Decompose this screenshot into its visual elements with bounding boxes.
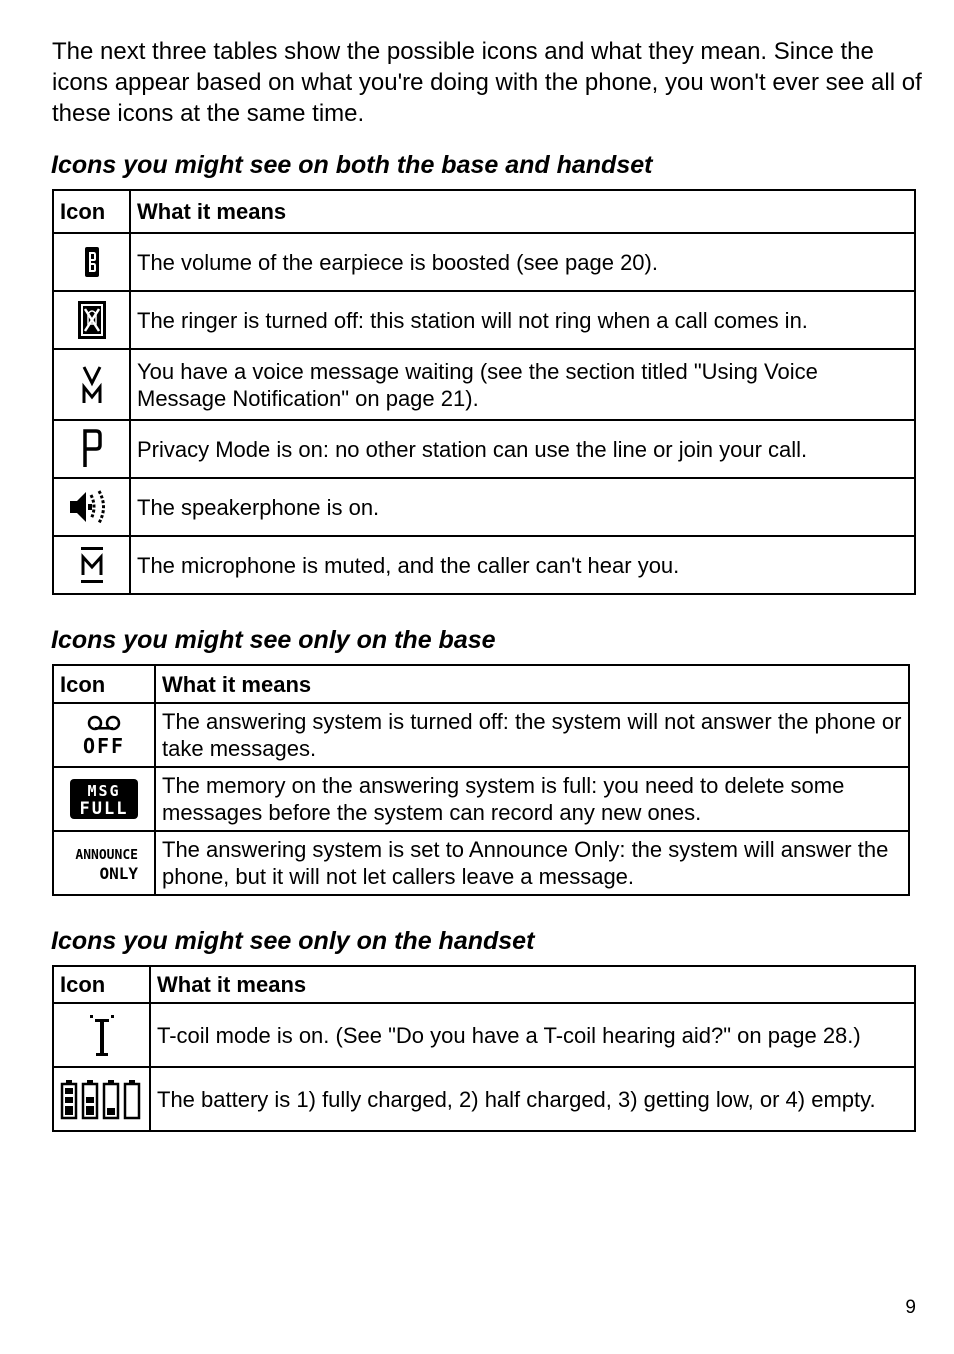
table-row bbox=[53, 536, 915, 594]
meaning-cell: You have a voice message waiting (see the section titled "Using Voice Message Notification" on page 21). bbox=[130, 349, 915, 420]
memory-full-icon bbox=[53, 767, 155, 831]
ringer-off-icon bbox=[53, 291, 130, 349]
memory-full-label-2: FULL bbox=[79, 799, 129, 819]
section-heading-handset: Icons you might see only on the handset bbox=[51, 927, 535, 955]
speakerphone-icon bbox=[53, 478, 130, 536]
column-header-meaning: What it means bbox=[155, 665, 909, 703]
column-header-icon: Icon bbox=[53, 190, 130, 233]
icons-table-handset bbox=[52, 965, 916, 1132]
battery-levels-icon bbox=[53, 1067, 150, 1131]
meaning-cell: The battery is 1) fully charged, 2) half charged, 3) getting low, or 4) empty. bbox=[150, 1067, 915, 1131]
battery-low-icon bbox=[104, 1080, 118, 1118]
table-header-row bbox=[53, 966, 915, 1003]
table-row bbox=[53, 703, 909, 767]
earpiece-volume-boost-icon bbox=[53, 233, 130, 291]
memory-full-label-1: MSG bbox=[87, 782, 121, 800]
announce-only-icon bbox=[53, 831, 155, 895]
answering-off-label: OFF bbox=[82, 734, 126, 757]
icons-table-base bbox=[52, 664, 910, 896]
table-row bbox=[53, 478, 915, 536]
table-row bbox=[53, 767, 909, 831]
meaning-cell: The speakerphone is on. bbox=[130, 478, 915, 536]
column-header-meaning: What it means bbox=[130, 190, 915, 233]
meaning-cell: The answering system is set to Announce Only: the system will answer the phone, but it will not let callers leave a message. bbox=[155, 831, 909, 895]
meaning-cell: T-coil mode is on. (See "Do you have a T-coil hearing aid?" on page 28.) bbox=[150, 1003, 915, 1067]
t-coil-icon bbox=[53, 1003, 150, 1067]
table-row bbox=[53, 291, 915, 349]
table-row bbox=[53, 349, 915, 420]
table-row bbox=[53, 1003, 915, 1067]
table-header-row bbox=[53, 190, 915, 233]
icons-table-both bbox=[52, 189, 916, 595]
column-header-meaning: What it means bbox=[150, 966, 915, 1003]
answering-off-icon bbox=[53, 703, 155, 767]
meaning-cell: The answering system is turned off: the system will not answer the phone or take messages. bbox=[155, 703, 909, 767]
meaning-cell: The microphone is muted, and the caller can't hear you. bbox=[130, 536, 915, 594]
column-header-icon: Icon bbox=[53, 665, 155, 703]
mute-icon bbox=[53, 536, 130, 594]
page-number: 9 bbox=[905, 1297, 916, 1318]
voice-message-icon bbox=[53, 349, 130, 420]
intro-paragraph: The next three tables show the possible icons and what they mean. Since the icons appear based on what you're doing with the phone, you won't ever see all of these icons at the same time. bbox=[52, 38, 922, 127]
meaning-cell: The ringer is turned off: this station will not ring when a call comes in. bbox=[130, 291, 915, 349]
table-header-row bbox=[53, 665, 909, 703]
table-row bbox=[53, 420, 915, 478]
battery-full-icon bbox=[62, 1080, 76, 1118]
column-header-icon: Icon bbox=[53, 966, 150, 1003]
battery-empty-icon bbox=[125, 1080, 139, 1118]
announce-only-label-1: ANNOUNCE bbox=[75, 848, 138, 863]
table-row bbox=[53, 1067, 915, 1131]
battery-half-icon bbox=[83, 1080, 97, 1118]
table-row bbox=[53, 233, 915, 291]
meaning-cell: The memory on the answering system is full: you need to delete some messages before the system can record any new ones. bbox=[155, 767, 909, 831]
table-row bbox=[53, 831, 909, 895]
meaning-cell: Privacy Mode is on: no other station can use the line or join your call. bbox=[130, 420, 915, 478]
section-heading-both: Icons you might see on both the base and handset bbox=[51, 151, 653, 179]
section-heading-base: Icons you might see only on the base bbox=[51, 626, 496, 654]
announce-only-label-2: ONLY bbox=[99, 864, 138, 883]
privacy-mode-icon bbox=[53, 420, 130, 478]
meaning-cell: The volume of the earpiece is boosted (see page 20). bbox=[130, 233, 915, 291]
